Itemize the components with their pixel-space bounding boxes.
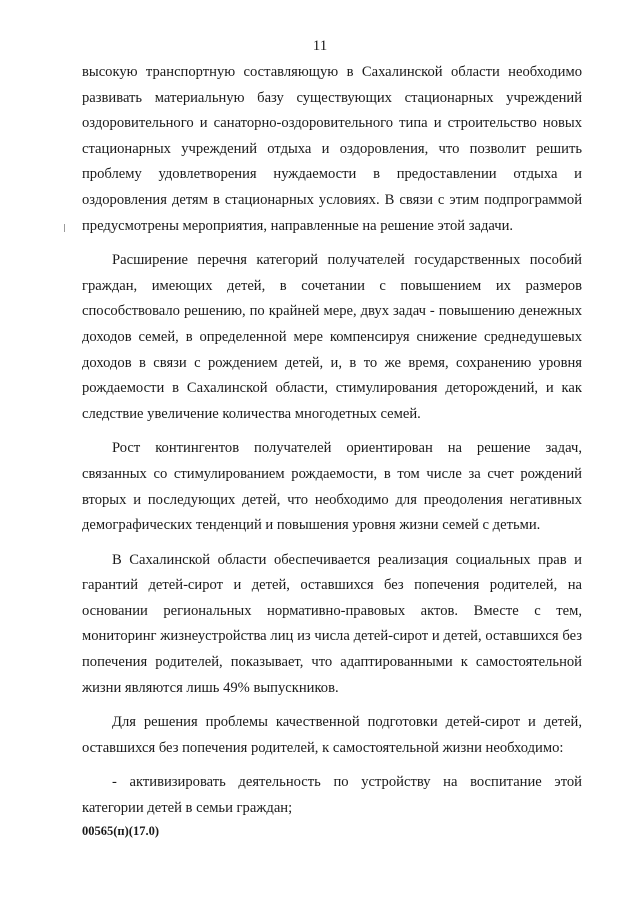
margin-mark xyxy=(64,224,65,232)
paragraph-continuation: высокую транспортную составляющую в Сахалинской области необходимо развивать материальную базу существующих стационарных учреждений оздоровительного и санаторно-оздоровительного типа и строительство новых стационарных учреждений отдыха и оздоровления, что позволит решить проблему удовлетворения нуждаемости в предоставлении отдыха и оздоровления детям в стационарных условиях. В связи с этим подпрограммой предусмотрены мероприятия, направленные на решение этой задачи. xyxy=(82,64,582,234)
paragraph-benefits: Расширение перечня категорий получателей государственных пособий граждан, имеющих детей, в сочетании с повышением их размеров способствовало решению, по крайней мере, двух задач - повышению денежных доходов семей, в определенной мере компенсируя снижение среднедушевых доходов в связи с рождением детей, и, в то же время, сохранению уровня рождаемости в Сахалинской области, стимулирования деторождений, и как следствие увеличение количества многодетных семей. xyxy=(82,252,582,422)
list-item-activate: - активизировать деятельность по устройству на воспитание этой категории детей в семьи граждан; xyxy=(82,774,582,817)
document-code: 00565(п)(17.0) xyxy=(82,824,159,838)
paragraph-recipients: Рост контингентов получателей ориентирован на решение задач, связанных со стимулированием рождаемости, в том числе за счет рождений вторых и последующих детей, что необходимо для преодоления негативных демографических тенденций и повышения уровня жизни семей с детьми. xyxy=(82,440,582,534)
page-number: 11 xyxy=(312,38,328,54)
document-body xyxy=(82,60,582,822)
paragraph-orphans: В Сахалинской области обеспечивается реализация социальных прав и гарантий детей-сирот и детей, оставшихся без попечения родителей, на основании региональных нормативно-правовых актов. Вместе с тем, мониторинг жизнеустройства лиц из числа детей-сирот и детей, оставшихся без попечения родителей, показывает, что адаптированными к самостоятельной жизни являются лишь 49% выпускников. xyxy=(82,551,582,696)
paragraph-preparation: Для решения проблемы качественной подготовки детей-сирот и детей, оставшихся без попечения родителей, к самостоятельной жизни необходимо: xyxy=(82,714,582,756)
